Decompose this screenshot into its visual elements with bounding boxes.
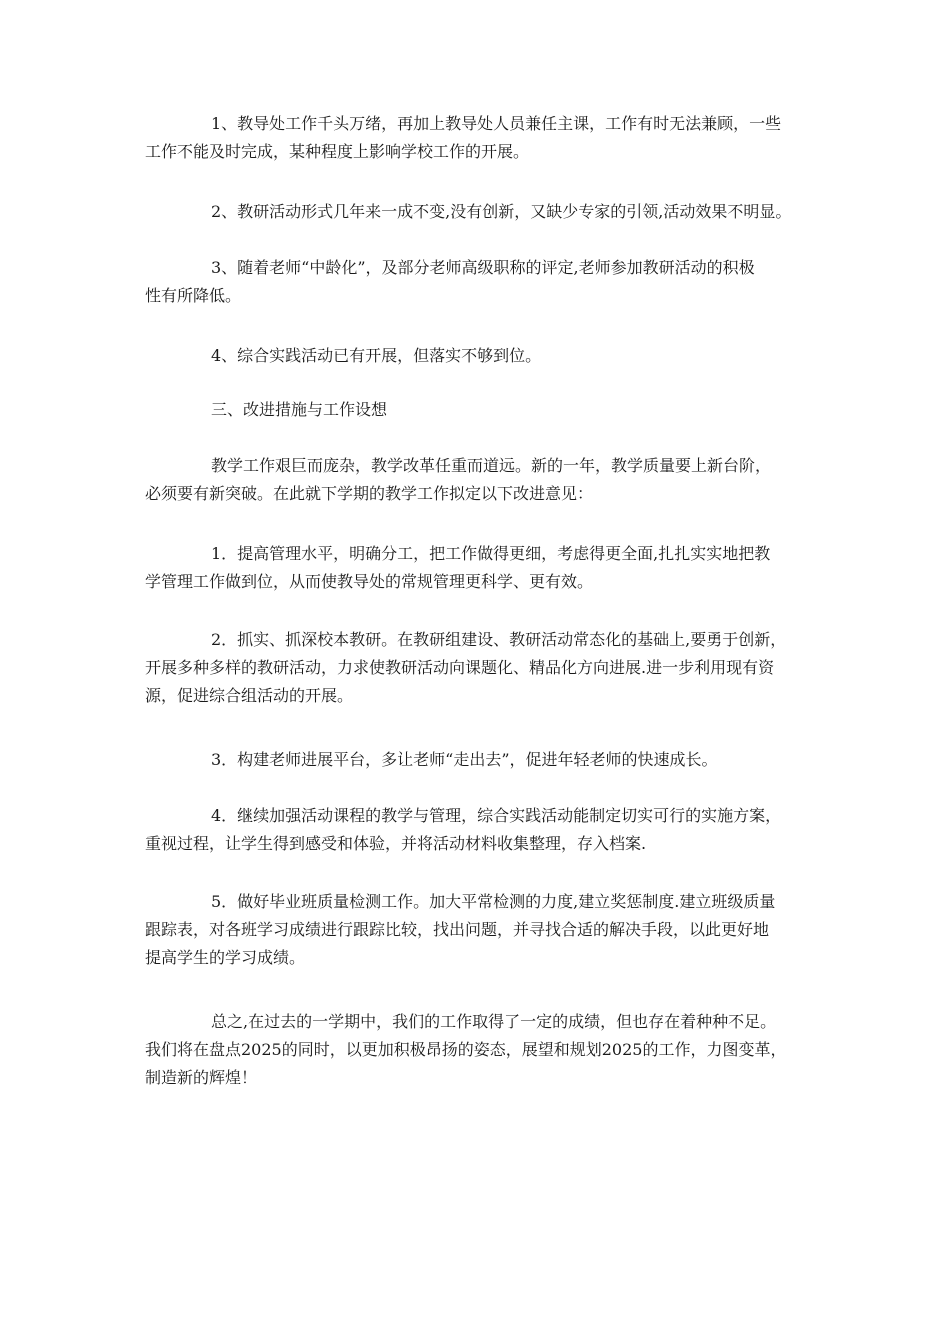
- paragraph-line: 教学工作艰巨而庞杂，教学改革任重而道远。新的一年，教学质量要上新台阶，: [211, 456, 772, 475]
- section-heading: [145, 396, 835, 424]
- conclusion-paragraph: [145, 1008, 835, 1092]
- paragraph-line: 必须要有新突破。在此就下学期的教学工作拟定以下改进意见：: [145, 484, 594, 503]
- paragraph-line: 开展多种多样的教研活动，力求使教研活动向课题化、精品化方向进展.进一步利用现有资: [145, 658, 775, 677]
- measure-item-5: [145, 888, 835, 972]
- paragraph-line: 源，促进综合组活动的开展。: [145, 686, 354, 705]
- measure-item-2: [145, 626, 835, 710]
- measure-item-3: [145, 746, 835, 774]
- paragraph-line: 2、教研活动形式几年来一成不变,没有创新，又缺少专家的引领,活动效果不明显。: [211, 202, 792, 221]
- problem-item-4: [145, 342, 835, 370]
- paragraph-line: 3、随着老师“中龄化”，及部分老师高级职称的评定,老师参加教研活动的积极: [211, 258, 755, 277]
- paragraph-line: 我们将在盘点2025的同时，以更加积极昂扬的姿态，展望和规划2025的工作，力图变革，: [145, 1040, 787, 1059]
- paragraph-line: 4、综合实践活动已有开展，但落实不够到位。: [211, 346, 542, 365]
- paragraph-line: 学管理工作做到位，从而使教导处的常规管理更科学、更有效。: [145, 572, 594, 591]
- paragraph-line: 跟踪表，对各班学习成绩进行跟踪比较，找出问题，并寻找合适的解决手段，以此更好地: [145, 920, 770, 939]
- paragraph-line: 提高学生的学习成绩。: [145, 948, 306, 967]
- paragraph-line: 总之,在过去的一学期中，我们的工作取得了一定的成绩，但也存在着种种不足。: [211, 1012, 777, 1031]
- paragraph-line: 1．提高管理水平，明确分工，把工作做得更细，考虑得更全面,扎扎实实地把教: [211, 544, 771, 563]
- measure-item-4: [145, 802, 835, 858]
- paragraph-line: 2．抓实、抓深校本教研。在教研组建设、教研活动常态化的基础上,要勇于创新，: [211, 630, 787, 649]
- intro-paragraph: [145, 452, 835, 508]
- paragraph-line: 3．构建老师进展平台，多让老师“走出去”，促进年轻老师的快速成长。: [211, 750, 718, 769]
- problem-item-2: [145, 198, 835, 226]
- paragraph-line: 5．做好毕业班质量检测工作。加大平常检测的力度,建立奖惩制度.建立班级质量: [211, 892, 776, 911]
- paragraph-line: 4．继续加强活动课程的教学与管理，综合实践活动能制定切实可行的实施方案，: [211, 806, 782, 825]
- problem-item-1: [145, 110, 835, 166]
- paragraph-line: 性有所降低。: [145, 286, 242, 305]
- measure-item-1: [145, 540, 835, 596]
- paragraph-line: 制造新的辉煌！: [145, 1068, 258, 1087]
- problem-item-3: [145, 254, 835, 310]
- paragraph-line: 重视过程，让学生得到感受和体验，并将活动材料收集整理，存入档案.: [145, 834, 647, 853]
- paragraph-line: 工作不能及时完成，某种程度上影响学校工作的开展。: [145, 142, 530, 161]
- paragraph-line: 1、教导处工作千头万绪，再加上教导处人员兼任主课，工作有时无法兼顾，一些: [211, 114, 782, 133]
- section-heading-text: 三、改进措施与工作设想: [211, 400, 388, 419]
